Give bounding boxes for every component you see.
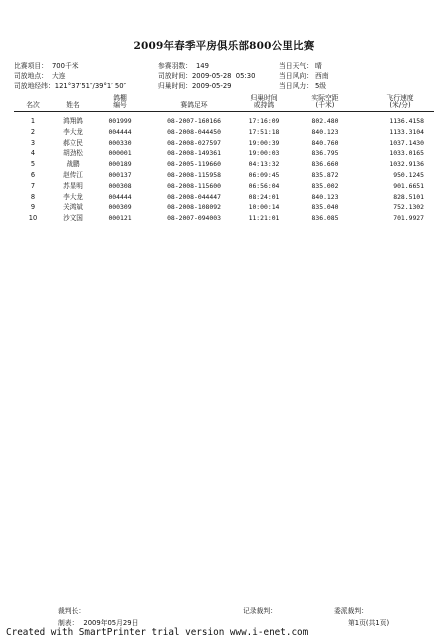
cell-distance: 836.795 xyxy=(311,149,339,158)
cell-rank: 10 xyxy=(28,214,38,223)
cell-return-time: 17:51:18 xyxy=(248,127,280,136)
cell-distance: 802.480 xyxy=(311,117,339,125)
weather-label: 当日天气： xyxy=(279,62,313,70)
race-item-row xyxy=(14,62,79,70)
race-item-label: 比赛项目： xyxy=(14,62,48,70)
return-time-label: 归巢时间： xyxy=(158,82,192,90)
release-time-label: 司放时间： xyxy=(158,72,192,80)
cell-ring: 08-2008-044450 xyxy=(167,127,221,136)
cell-rank: 1 xyxy=(30,117,36,125)
cell-distance: 835.872 xyxy=(311,171,339,179)
cell-ring: 08-2007-094003 xyxy=(167,214,221,223)
cell-distance: 840.760 xyxy=(311,138,339,147)
entries-label: 参赛羽数： xyxy=(158,62,192,70)
cell-name: 战鹏 xyxy=(66,160,80,169)
page-info: 第1页(共1页) xyxy=(348,619,390,627)
cell-name: 关鸿斌 xyxy=(63,203,83,212)
referee-label: 裁判长： xyxy=(58,607,86,615)
wind-direction-row xyxy=(279,72,329,80)
entries-row xyxy=(158,62,209,70)
header-ring: 赛鸽足环 xyxy=(180,101,208,109)
cell-speed: 701.9927 xyxy=(393,214,424,223)
cell-speed: 1033.0165 xyxy=(389,149,424,158)
cell-cote: 000137 xyxy=(108,171,132,179)
cell-ring: 08-2008-149361 xyxy=(167,149,221,158)
cell-ring: 08-2008-115958 xyxy=(167,171,221,179)
header-cote: 鸽棚 编号 xyxy=(113,94,127,110)
commissioner-label: 委派裁判： xyxy=(334,607,368,615)
cell-distance: 836.085 xyxy=(311,214,339,223)
header-speed: 飞行速度 (米/分) xyxy=(386,94,414,110)
cell-speed: 901.6651 xyxy=(393,181,424,190)
cell-name: 苏显明 xyxy=(63,181,83,190)
cell-rank: 3 xyxy=(30,138,36,147)
cell-rank: 7 xyxy=(30,181,36,190)
cell-cote: 004444 xyxy=(108,192,132,201)
recorder-label: 记录裁判： xyxy=(243,607,277,615)
entries-value: 149 xyxy=(195,62,209,70)
cell-rank: 8 xyxy=(30,192,36,201)
document-title: 2009年春季平房俱乐部800公里比赛 xyxy=(133,40,315,52)
return-time-row xyxy=(158,82,232,90)
prepared-by-row xyxy=(58,617,138,627)
cell-ring: 08-2007-160166 xyxy=(167,117,221,125)
cell-return-time: 10:00:14 xyxy=(248,203,280,212)
wind-force-value: 5级 xyxy=(314,82,327,90)
cell-distance: 840.123 xyxy=(311,127,339,136)
prepared-date: 2009年05月29日 xyxy=(83,619,139,627)
cell-ring: 08-2008-027597 xyxy=(167,138,221,147)
cell-name: 沙文国 xyxy=(63,214,83,223)
cell-name: 郝立民 xyxy=(63,138,83,147)
cell-return-time: 06:09:45 xyxy=(248,171,280,179)
cell-distance: 835.040 xyxy=(311,203,339,212)
weather-value: 晴 xyxy=(314,62,322,70)
cell-name: 赵传江 xyxy=(63,171,83,179)
release-coords-value: 121°37′51″/39°1′ 50″ xyxy=(54,82,127,90)
release-place-row xyxy=(14,72,66,80)
cell-name: 胡劲松 xyxy=(63,149,83,158)
release-coords-row xyxy=(14,82,126,90)
cell-cote: 001999 xyxy=(108,117,132,125)
cell-ring: 08-2008-044447 xyxy=(167,192,221,201)
cell-return-time: 11:21:01 xyxy=(248,214,280,223)
weather-row xyxy=(279,62,322,70)
return-time-value: 2009-05-29 xyxy=(191,82,232,90)
cell-distance: 840.123 xyxy=(311,192,339,201)
cell-ring: 08-2008-115600 xyxy=(167,181,221,190)
header-divider xyxy=(14,111,434,112)
release-coords-label: 司放地经纬： xyxy=(14,82,55,90)
cell-return-time: 04:13:32 xyxy=(248,160,280,169)
cell-rank: 6 xyxy=(30,171,36,179)
cell-cote: 004444 xyxy=(108,127,132,136)
release-time-row xyxy=(158,72,255,80)
wind-force-label: 当日风力： xyxy=(279,82,313,90)
cell-speed: 1037.1430 xyxy=(389,138,424,147)
cell-ring: 08-2008-108092 xyxy=(167,203,221,212)
cell-cote: 000309 xyxy=(108,203,132,212)
cell-speed: 950.1245 xyxy=(393,171,424,179)
cell-name: 李大龙 xyxy=(63,127,83,136)
cell-ring: 08-2005-119660 xyxy=(167,160,221,169)
cell-rank: 9 xyxy=(30,203,36,212)
cell-rank: 5 xyxy=(30,160,36,169)
cell-return-time: 06:56:04 xyxy=(248,181,280,190)
cell-cote: 000001 xyxy=(108,149,132,158)
cell-cote: 000121 xyxy=(108,214,132,223)
header-rank: 名次 xyxy=(26,101,40,109)
wind-direction-value: 西南 xyxy=(314,72,329,80)
release-place-value: 大连 xyxy=(51,72,66,80)
race-item-value: 700千米 xyxy=(51,62,79,70)
wind-direction-label: 当日风向： xyxy=(279,72,313,80)
cell-name: 鸿翔鸽 xyxy=(63,117,83,125)
header-return-time: 归巢时间 或持鸽 xyxy=(250,94,278,110)
cell-speed: 1133.3104 xyxy=(389,127,424,136)
cell-speed: 1136.4158 xyxy=(389,117,424,125)
cell-speed: 752.1302 xyxy=(393,203,424,212)
cell-return-time: 17:16:09 xyxy=(248,117,280,125)
cell-rank: 4 xyxy=(30,149,36,158)
release-place-label: 司放地点： xyxy=(14,72,48,80)
cell-cote: 000308 xyxy=(108,181,132,190)
cell-speed: 1032.9136 xyxy=(389,160,424,169)
release-time-value: 2009-05-28 05:30 xyxy=(191,72,256,80)
cell-speed: 828.5101 xyxy=(393,192,424,201)
header-distance: 实际空距 (千米) xyxy=(311,94,339,110)
cell-rank: 2 xyxy=(30,127,36,136)
cell-cote: 000189 xyxy=(108,160,132,169)
cell-distance: 835.002 xyxy=(311,181,339,190)
prepared-label: 制表： xyxy=(58,619,79,627)
header-name: 姓名 xyxy=(66,101,80,109)
cell-name: 李大龙 xyxy=(63,192,83,201)
trial-watermark: Created with SmartPrinter trial version www.i-enet.com xyxy=(6,627,309,638)
cell-return-time: 19:00:03 xyxy=(248,149,280,158)
wind-force-row xyxy=(279,82,326,90)
cell-return-time: 19:00:39 xyxy=(248,138,280,147)
cell-distance: 836.660 xyxy=(311,160,339,169)
cell-cote: 000330 xyxy=(108,138,132,147)
cell-return-time: 08:24:01 xyxy=(248,192,280,201)
